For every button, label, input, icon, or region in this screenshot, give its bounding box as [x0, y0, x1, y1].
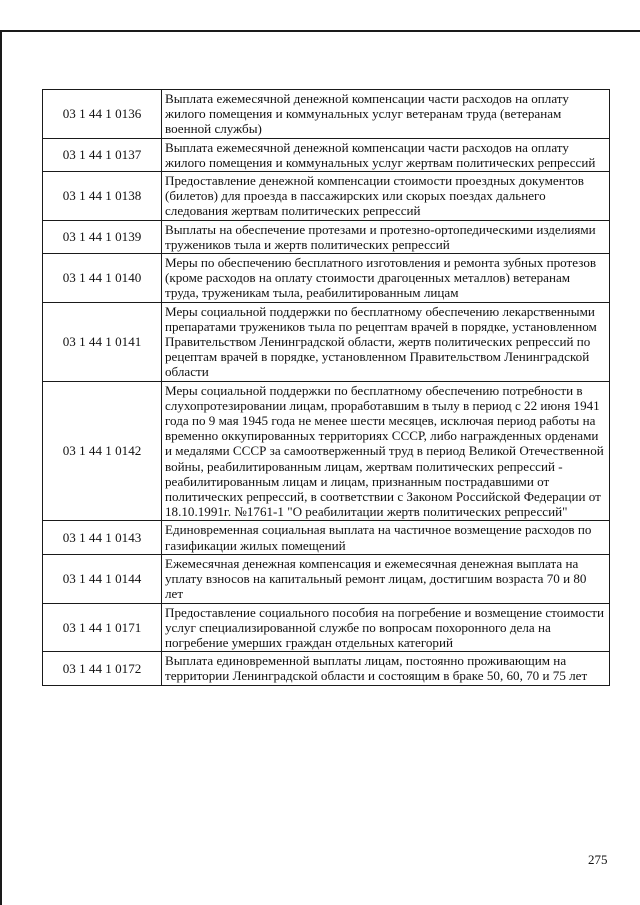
budget-code-table — [42, 89, 610, 686]
table-row — [43, 254, 610, 303]
table-row — [43, 521, 610, 554]
code-cell: 03 1 44 1 0139 — [43, 220, 162, 253]
code-cell: 03 1 44 1 0141 — [43, 302, 162, 381]
table-row — [43, 138, 610, 171]
description-cell: Меры социальной поддержки по бесплатному обеспечению лекарственными препаратами тружеников тыла по рецептам врачей в порядке, установленном Правительством Ленинградской области, жертв политических репрессий по рецептам врачей в порядке, установленном Правительством Ленинградской области — [162, 302, 610, 381]
code-cell: 03 1 44 1 0142 — [43, 381, 162, 521]
description-cell: Выплата единовременной выплаты лицам, постоянно проживающим на территории Ленинградской области и состоящим в браке 50, 60, 70 и 75 лет — [162, 652, 610, 685]
description-cell: Единовременная социальная выплата на частичное возмещение расходов по газификации жилых помещений — [162, 521, 610, 554]
description-cell: Ежемесячная денежная компенсация и ежемесячная денежная выплата на уплату взносов на капитальный ремонт лицам, достигшим возраста 70 и 80 лет — [162, 554, 610, 603]
table-row — [43, 554, 610, 603]
table-row — [43, 603, 610, 652]
code-cell: 03 1 44 1 0144 — [43, 554, 162, 603]
code-cell: 03 1 44 1 0136 — [43, 90, 162, 139]
code-cell: 03 1 44 1 0138 — [43, 172, 162, 221]
code-cell: 03 1 44 1 0171 — [43, 603, 162, 652]
table-row — [43, 172, 610, 221]
description-cell: Выплата ежемесячной денежной компенсации части расходов на оплату жилого помещения и коммунальных услуг жертвам политических репрессий — [162, 138, 610, 171]
code-cell: 03 1 44 1 0172 — [43, 652, 162, 685]
description-cell: Меры социальной поддержки по бесплатному обеспечению потребности в слухопротезировании лицам, проработавшим в тылу в период с 22 июня 1941 года по 9 мая 1945 года не менее шести месяцев, исключая период работы на временно оккупированных территориях СССР, либо награжденных орденами и медалями СССР за самоотверженный труд в период Великой Отечественной войны, реабилитированным лицам, жертвам политических репрессий - реабилитированным лицам и лицам, признанным пострадавшими от политических репрессий, в соответствии с Законом Российской Федерации от 18.10.1991г. №1761-1 "О реабилитации жертв политических репрессий" — [162, 381, 610, 521]
page-number: 275 — [588, 852, 608, 867]
description-cell: Предоставление денежной компенсации стоимости проездных документов (билетов) для проезда в пассажирских или скорых поездах дальнего следования жертвам политических репрессий — [162, 172, 610, 221]
description-cell: Предоставление социального пособия на погребение и возмещение стоимости услуг специализированной службе по вопросам похоронного дела на погребение умерших граждан отдельных категорий — [162, 603, 610, 652]
table-row — [43, 381, 610, 521]
page-edge-top — [0, 30, 640, 32]
code-cell: 03 1 44 1 0140 — [43, 254, 162, 303]
code-cell: 03 1 44 1 0143 — [43, 521, 162, 554]
table-row — [43, 90, 610, 139]
table-row — [43, 220, 610, 253]
page-edge-left — [0, 30, 2, 905]
description-cell: Выплата ежемесячной денежной компенсации части расходов на оплату жилого помещения и коммунальных услуг ветеранам труда (ветеранам военной службы) — [162, 90, 610, 139]
table-row — [43, 302, 610, 381]
table-row — [43, 652, 610, 685]
description-cell: Меры по обеспечению бесплатного изготовления и ремонта зубных протезов (кроме расходов на оплату стоимости драгоценных металлов) ветеранам труда, труженикам тыла, реабилитированным лицам — [162, 254, 610, 303]
code-cell: 03 1 44 1 0137 — [43, 138, 162, 171]
description-cell: Выплаты на обеспечение протезами и протезно-ортопедическими изделиями тружеников тыла и жертв политических репрессий — [162, 220, 610, 253]
